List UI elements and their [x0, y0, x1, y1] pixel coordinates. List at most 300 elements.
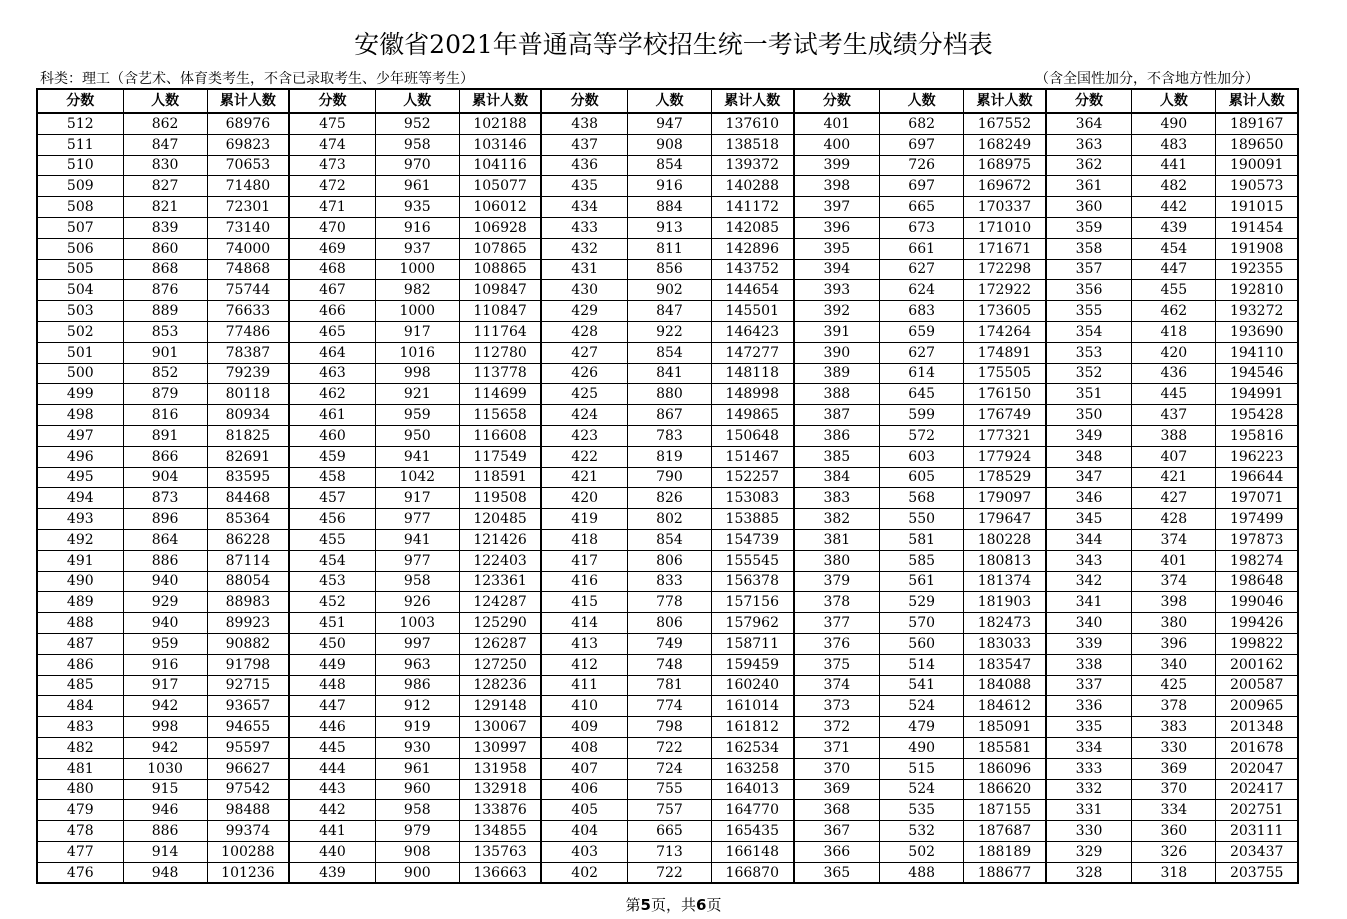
score-cell: 511 — [37, 134, 123, 155]
cumulative-cell: 107865 — [459, 238, 541, 259]
current-page-number: 5 — [640, 896, 651, 914]
score-cell: 342 — [1046, 571, 1132, 592]
cumulative-cell: 168975 — [964, 155, 1046, 176]
cumulative-cell: 142896 — [712, 238, 794, 259]
count-cell: 958 — [375, 134, 459, 155]
score-cell: 481 — [37, 758, 123, 779]
score-cell: 362 — [1046, 155, 1132, 176]
cumulative-cell: 176150 — [964, 384, 1046, 405]
cumulative-cell: 171010 — [964, 217, 1046, 238]
cumulative-cell: 179097 — [964, 488, 1046, 509]
cumulative-cell: 153083 — [712, 488, 794, 509]
count-cell: 659 — [880, 321, 964, 342]
count-cell: 977 — [375, 550, 459, 571]
count-cell: 614 — [880, 363, 964, 384]
count-cell: 900 — [375, 862, 459, 883]
cumulative-cell: 72301 — [207, 197, 289, 218]
cumulative-cell: 198274 — [1216, 550, 1298, 571]
count-cell: 884 — [627, 197, 711, 218]
total-page-number: 6 — [696, 896, 707, 914]
count-cell: 441 — [1132, 155, 1216, 176]
count-cell: 798 — [627, 717, 711, 738]
count-cell: 455 — [1132, 280, 1216, 301]
score-cell: 374 — [794, 675, 880, 696]
cumulative-cell: 197071 — [1216, 488, 1298, 509]
cumulative-cell: 120485 — [459, 509, 541, 530]
count-cell: 901 — [123, 342, 207, 363]
count-cell: 334 — [1132, 800, 1216, 821]
cumulative-cell: 193272 — [1216, 301, 1298, 322]
cumulative-cell: 76633 — [207, 301, 289, 322]
score-cell: 352 — [1046, 363, 1132, 384]
table-row — [37, 675, 1298, 696]
score-cell: 422 — [541, 446, 627, 467]
table-row — [37, 821, 1298, 842]
table-row — [37, 197, 1298, 218]
score-cell: 448 — [289, 675, 375, 696]
count-cell: 821 — [123, 197, 207, 218]
cumulative-cell: 123361 — [459, 571, 541, 592]
cumulative-cell: 129148 — [459, 696, 541, 717]
cumulative-cell: 82691 — [207, 446, 289, 467]
score-cell: 467 — [289, 280, 375, 301]
count-cell: 950 — [375, 425, 459, 446]
count-cell: 947 — [627, 113, 711, 134]
table-row — [37, 342, 1298, 363]
cumulative-cell: 97542 — [207, 779, 289, 800]
cumulative-cell: 180813 — [964, 550, 1046, 571]
count-cell: 917 — [123, 675, 207, 696]
score-header: 分数 — [541, 89, 627, 113]
score-cell: 418 — [541, 529, 627, 550]
count-cell: 418 — [1132, 321, 1216, 342]
score-cell: 365 — [794, 862, 880, 883]
count-cell: 979 — [375, 821, 459, 842]
score-cell: 507 — [37, 217, 123, 238]
score-cell: 433 — [541, 217, 627, 238]
count-cell: 916 — [123, 654, 207, 675]
score-cell: 498 — [37, 405, 123, 426]
count-cell: 483 — [1132, 134, 1216, 155]
score-cell: 465 — [289, 321, 375, 342]
count-cell: 396 — [1132, 633, 1216, 654]
count-cell: 380 — [1132, 613, 1216, 634]
table-row — [37, 259, 1298, 280]
count-cell: 447 — [1132, 259, 1216, 280]
cumulative-cell: 156378 — [712, 571, 794, 592]
cumulative-cell: 80934 — [207, 405, 289, 426]
count-cell: 697 — [880, 134, 964, 155]
cumulative-header: 累计人数 — [712, 89, 794, 113]
cumulative-cell: 202751 — [1216, 800, 1298, 821]
score-cell: 336 — [1046, 696, 1132, 717]
cumulative-cell: 191908 — [1216, 238, 1298, 259]
count-cell: 922 — [627, 321, 711, 342]
count-cell: 998 — [375, 363, 459, 384]
score-cell: 354 — [1046, 321, 1132, 342]
cumulative-cell: 124287 — [459, 592, 541, 613]
cumulative-cell: 121426 — [459, 529, 541, 550]
score-cell: 401 — [794, 113, 880, 134]
score-cell: 434 — [541, 197, 627, 218]
cumulative-cell: 203111 — [1216, 821, 1298, 842]
cumulative-cell: 203755 — [1216, 862, 1298, 883]
score-cell: 459 — [289, 446, 375, 467]
count-cell: 827 — [123, 176, 207, 197]
count-cell: 935 — [375, 197, 459, 218]
score-cell: 500 — [37, 363, 123, 384]
table-row — [37, 301, 1298, 322]
count-cell: 916 — [375, 217, 459, 238]
count-cell: 833 — [627, 571, 711, 592]
score-cell: 489 — [37, 592, 123, 613]
score-cell: 391 — [794, 321, 880, 342]
count-cell: 880 — [627, 384, 711, 405]
table-row — [37, 155, 1298, 176]
count-cell: 937 — [375, 238, 459, 259]
cumulative-cell: 146423 — [712, 321, 794, 342]
cumulative-cell: 202047 — [1216, 758, 1298, 779]
cumulative-cell: 200162 — [1216, 654, 1298, 675]
count-cell: 868 — [123, 259, 207, 280]
score-cell: 504 — [37, 280, 123, 301]
cumulative-cell: 194110 — [1216, 342, 1298, 363]
cumulative-cell: 89923 — [207, 613, 289, 634]
score-cell: 357 — [1046, 259, 1132, 280]
score-cell: 373 — [794, 696, 880, 717]
count-cell: 420 — [1132, 342, 1216, 363]
count-cell: 982 — [375, 280, 459, 301]
score-cell: 460 — [289, 425, 375, 446]
cumulative-cell: 68976 — [207, 113, 289, 134]
table-row — [37, 238, 1298, 259]
score-cell: 355 — [1046, 301, 1132, 322]
cumulative-cell: 98488 — [207, 800, 289, 821]
count-cell: 599 — [880, 405, 964, 426]
score-cell: 415 — [541, 592, 627, 613]
count-cell: 755 — [627, 779, 711, 800]
score-cell: 484 — [37, 696, 123, 717]
cumulative-cell: 199426 — [1216, 613, 1298, 634]
count-cell: 866 — [123, 446, 207, 467]
score-cell: 441 — [289, 821, 375, 842]
cumulative-cell: 174891 — [964, 342, 1046, 363]
score-cell: 490 — [37, 571, 123, 592]
count-cell: 757 — [627, 800, 711, 821]
score-cell: 464 — [289, 342, 375, 363]
table-row — [37, 862, 1298, 883]
score-cell: 333 — [1046, 758, 1132, 779]
count-cell: 867 — [627, 405, 711, 426]
count-cell: 1000 — [375, 301, 459, 322]
cumulative-cell: 74000 — [207, 238, 289, 259]
score-cell: 453 — [289, 571, 375, 592]
cumulative-cell: 148118 — [712, 363, 794, 384]
score-cell: 346 — [1046, 488, 1132, 509]
count-cell: 388 — [1132, 425, 1216, 446]
score-cell: 478 — [37, 821, 123, 842]
table-row — [37, 134, 1298, 155]
count-cell: 445 — [1132, 384, 1216, 405]
count-cell: 914 — [123, 841, 207, 862]
table-row — [37, 696, 1298, 717]
cumulative-cell: 110847 — [459, 301, 541, 322]
table-row — [37, 509, 1298, 530]
score-cell: 477 — [37, 841, 123, 862]
count-cell: 603 — [880, 446, 964, 467]
cumulative-cell: 189167 — [1216, 113, 1298, 134]
cumulative-cell: 195428 — [1216, 405, 1298, 426]
score-cell: 348 — [1046, 446, 1132, 467]
cumulative-cell: 114699 — [459, 384, 541, 405]
cumulative-cell: 195816 — [1216, 425, 1298, 446]
table-body — [37, 113, 1298, 883]
cumulative-cell: 136663 — [459, 862, 541, 883]
cumulative-cell: 192810 — [1216, 280, 1298, 301]
count-cell: 482 — [1132, 176, 1216, 197]
score-cell: 398 — [794, 176, 880, 197]
count-cell: 374 — [1132, 529, 1216, 550]
cumulative-cell: 101236 — [207, 862, 289, 883]
table-row — [37, 633, 1298, 654]
score-cell: 495 — [37, 467, 123, 488]
cumulative-cell: 181903 — [964, 592, 1046, 613]
score-header: 分数 — [794, 89, 880, 113]
score-cell: 361 — [1046, 176, 1132, 197]
score-cell: 359 — [1046, 217, 1132, 238]
count-cell: 436 — [1132, 363, 1216, 384]
count-cell: 627 — [880, 259, 964, 280]
cumulative-cell: 103146 — [459, 134, 541, 155]
count-cell: 889 — [123, 301, 207, 322]
score-cell: 502 — [37, 321, 123, 342]
score-cell: 426 — [541, 363, 627, 384]
score-cell: 493 — [37, 509, 123, 530]
score-cell: 425 — [541, 384, 627, 405]
count-cell: 847 — [627, 301, 711, 322]
count-cell: 986 — [375, 675, 459, 696]
score-cell: 353 — [1046, 342, 1132, 363]
score-cell: 472 — [289, 176, 375, 197]
score-cell: 329 — [1046, 841, 1132, 862]
score-header: 分数 — [289, 89, 375, 113]
cumulative-cell: 178529 — [964, 467, 1046, 488]
cumulative-cell: 112780 — [459, 342, 541, 363]
cumulative-cell: 166870 — [712, 862, 794, 883]
count-cell: 904 — [123, 467, 207, 488]
score-cell: 395 — [794, 238, 880, 259]
score-cell: 350 — [1046, 405, 1132, 426]
score-cell: 344 — [1046, 529, 1132, 550]
count-cell: 908 — [375, 841, 459, 862]
score-cell: 506 — [37, 238, 123, 259]
cumulative-cell: 201348 — [1216, 717, 1298, 738]
table-row — [37, 737, 1298, 758]
cumulative-cell: 91798 — [207, 654, 289, 675]
cumulative-cell: 84468 — [207, 488, 289, 509]
score-cell: 370 — [794, 758, 880, 779]
cumulative-cell: 176749 — [964, 405, 1046, 426]
score-cell: 390 — [794, 342, 880, 363]
score-cell: 420 — [541, 488, 627, 509]
table-row — [37, 446, 1298, 467]
count-cell: 462 — [1132, 301, 1216, 322]
score-header: 分数 — [1046, 89, 1132, 113]
count-cell: 958 — [375, 800, 459, 821]
count-cell: 340 — [1132, 654, 1216, 675]
cumulative-cell: 197873 — [1216, 529, 1298, 550]
score-cell: 455 — [289, 529, 375, 550]
cumulative-cell: 164770 — [712, 800, 794, 821]
score-cell: 379 — [794, 571, 880, 592]
count-cell: 816 — [123, 405, 207, 426]
cumulative-cell: 173605 — [964, 301, 1046, 322]
table-row — [37, 758, 1298, 779]
count-cell: 841 — [627, 363, 711, 384]
score-cell: 337 — [1046, 675, 1132, 696]
score-cell: 386 — [794, 425, 880, 446]
count-cell: 437 — [1132, 405, 1216, 426]
cumulative-cell: 152257 — [712, 467, 794, 488]
count-cell: 806 — [627, 613, 711, 634]
count-cell: 570 — [880, 613, 964, 634]
cumulative-cell: 88983 — [207, 592, 289, 613]
cumulative-cell: 117549 — [459, 446, 541, 467]
count-cell: 514 — [880, 654, 964, 675]
table-row — [37, 363, 1298, 384]
score-cell: 366 — [794, 841, 880, 862]
score-cell: 414 — [541, 613, 627, 634]
score-cell: 512 — [37, 113, 123, 134]
count-cell: 908 — [627, 134, 711, 155]
count-cell: 398 — [1132, 592, 1216, 613]
count-cell: 940 — [123, 613, 207, 634]
count-cell: 873 — [123, 488, 207, 509]
score-cell: 440 — [289, 841, 375, 862]
cumulative-cell: 119508 — [459, 488, 541, 509]
cumulative-cell: 171671 — [964, 238, 1046, 259]
score-cell: 419 — [541, 509, 627, 530]
cumulative-cell: 85364 — [207, 509, 289, 530]
score-cell: 389 — [794, 363, 880, 384]
score-cell: 410 — [541, 696, 627, 717]
count-cell: 1000 — [375, 259, 459, 280]
count-cell: 724 — [627, 758, 711, 779]
cumulative-cell: 200587 — [1216, 675, 1298, 696]
count-cell: 921 — [375, 384, 459, 405]
count-cell: 713 — [627, 841, 711, 862]
count-cell: 369 — [1132, 758, 1216, 779]
count-cell: 524 — [880, 696, 964, 717]
cumulative-cell: 74868 — [207, 259, 289, 280]
cumulative-cell: 186096 — [964, 758, 1046, 779]
count-cell: 581 — [880, 529, 964, 550]
cumulative-cell: 154739 — [712, 529, 794, 550]
score-cell: 444 — [289, 758, 375, 779]
score-cell: 456 — [289, 509, 375, 530]
cumulative-cell: 128236 — [459, 675, 541, 696]
count-cell: 977 — [375, 509, 459, 530]
count-cell: 963 — [375, 654, 459, 675]
score-cell: 385 — [794, 446, 880, 467]
count-cell: 811 — [627, 238, 711, 259]
count-cell: 1003 — [375, 613, 459, 634]
cumulative-cell: 100288 — [207, 841, 289, 862]
score-cell: 341 — [1046, 592, 1132, 613]
count-cell: 572 — [880, 425, 964, 446]
cumulative-cell: 147277 — [712, 342, 794, 363]
count-cell: 960 — [375, 779, 459, 800]
cumulative-cell: 92715 — [207, 675, 289, 696]
footer-suffix: 页 — [706, 896, 722, 914]
cumulative-cell: 108865 — [459, 259, 541, 280]
count-cell: 826 — [627, 488, 711, 509]
score-cell: 431 — [541, 259, 627, 280]
score-cell: 430 — [541, 280, 627, 301]
score-cell: 510 — [37, 155, 123, 176]
score-cell: 438 — [541, 113, 627, 134]
count-cell: 886 — [123, 550, 207, 571]
table-row — [37, 176, 1298, 197]
cumulative-cell: 105077 — [459, 176, 541, 197]
score-cell: 509 — [37, 176, 123, 197]
score-cell: 494 — [37, 488, 123, 509]
cumulative-cell: 159459 — [712, 654, 794, 675]
count-cell: 852 — [123, 363, 207, 384]
count-cell: 891 — [123, 425, 207, 446]
count-cell: 722 — [627, 737, 711, 758]
cumulative-cell: 182473 — [964, 613, 1046, 634]
score-cell: 334 — [1046, 737, 1132, 758]
cumulative-cell: 172298 — [964, 259, 1046, 280]
cumulative-cell: 197499 — [1216, 509, 1298, 530]
cumulative-cell: 190573 — [1216, 176, 1298, 197]
cumulative-cell: 104116 — [459, 155, 541, 176]
cumulative-cell: 73140 — [207, 217, 289, 238]
category-note: 科类：理工（含艺术、体育类考生，不含已录取考生、少年班等考生） — [40, 71, 474, 87]
cumulative-cell: 196223 — [1216, 446, 1298, 467]
score-header: 分数 — [37, 89, 123, 113]
count-header: 人数 — [880, 89, 964, 113]
count-cell: 902 — [627, 280, 711, 301]
cumulative-cell: 202417 — [1216, 779, 1298, 800]
score-cell: 403 — [541, 841, 627, 862]
count-cell: 442 — [1132, 197, 1216, 218]
score-cell: 463 — [289, 363, 375, 384]
cumulative-cell: 111764 — [459, 321, 541, 342]
count-cell: 802 — [627, 509, 711, 530]
count-cell: 959 — [375, 405, 459, 426]
table-row — [37, 571, 1298, 592]
table-row — [37, 113, 1298, 134]
count-cell: 661 — [880, 238, 964, 259]
count-cell: 383 — [1132, 717, 1216, 738]
cumulative-cell: 130997 — [459, 737, 541, 758]
count-cell: 856 — [627, 259, 711, 280]
score-cell: 443 — [289, 779, 375, 800]
count-cell: 948 — [123, 862, 207, 883]
score-cell: 382 — [794, 509, 880, 530]
count-cell: 879 — [123, 384, 207, 405]
count-cell: 929 — [123, 592, 207, 613]
cumulative-cell: 199822 — [1216, 633, 1298, 654]
count-cell: 360 — [1132, 821, 1216, 842]
count-cell: 806 — [627, 550, 711, 571]
score-cell: 436 — [541, 155, 627, 176]
count-cell: 401 — [1132, 550, 1216, 571]
score-cell: 488 — [37, 613, 123, 634]
cumulative-cell: 192355 — [1216, 259, 1298, 280]
